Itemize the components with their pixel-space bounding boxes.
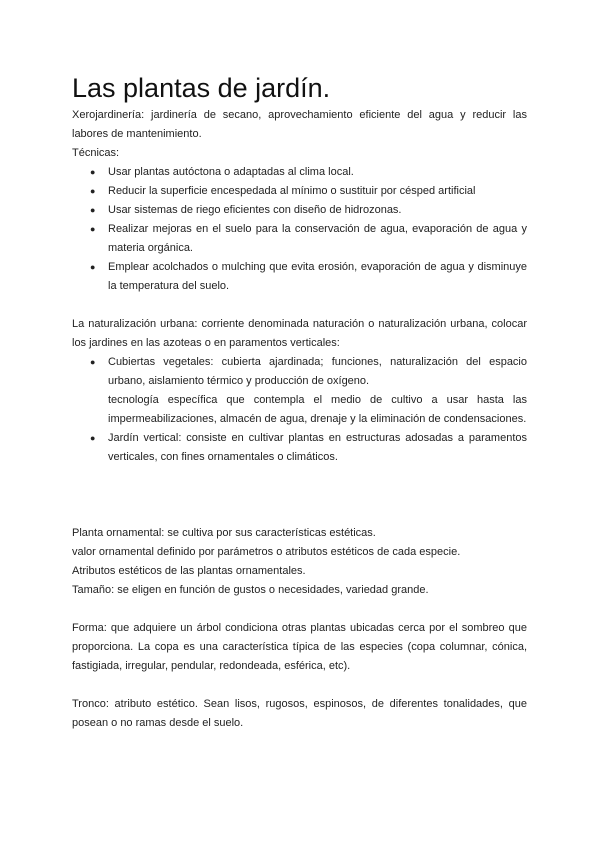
list-item — [72, 353, 527, 391]
bullet-icon: ● — [90, 433, 96, 443]
bullet-icon: ● — [90, 205, 96, 215]
bullet-icon: ● — [90, 186, 96, 196]
bullet-icon: ● — [90, 262, 96, 272]
spacer — [72, 600, 527, 619]
list-item — [72, 182, 527, 201]
bullet-icon: ● — [90, 224, 96, 234]
list-item-text: Reducir la superficie encespedada al mínimo o sustituir por césped artificial — [108, 185, 476, 197]
list-item-text: Cubiertas vegetales: cubierta ajardinada; funciones, naturalización del espacio urbano, aislamiento térmico y producción de oxígeno. — [108, 356, 527, 387]
list-item — [72, 220, 527, 258]
spacer — [72, 296, 527, 315]
forma-paragraph: Forma: que adquiere un árbol condiciona otras plantas ubicadas cerca por el sombreo que proporciona. La copa es una característica típica de las especies (copa columnar, cónica, fastigiada, irregular, pendular, redondeada, esférica, etc). — [72, 622, 527, 672]
ornamental-line: valor ornamental definido por parámetros o atributos estéticos de cada especie. — [72, 546, 461, 558]
naturalizacion-paragraph: La naturalización urbana: corriente denominada naturación o naturalización urbana, colocar los jardines en las azoteas o en paramentos verticales: — [72, 318, 527, 349]
xerojardineria-paragraph: Xerojardinería: jardinería de secano, aprovechamiento eficiente del agua y reducir las labores de mantenimiento. — [72, 109, 527, 140]
naturalizacion-list-2 — [72, 429, 527, 467]
page-title: Las plantas de jardín. — [72, 73, 331, 103]
spacer — [72, 467, 527, 524]
list-item — [72, 163, 527, 182]
list-item — [72, 201, 527, 220]
list-item-text: Jardín vertical: consiste en cultivar plantas en estructuras adosadas a paramentos verticales, con fines ornamentales o climáticos. — [108, 432, 527, 463]
list-item-continuation: tecnología específica que contempla el medio de cultivo a usar hasta las impermeabilizaciones, almacén de agua, drenaje y la eliminación de condensaciones. — [108, 394, 527, 425]
ornamental-line: Tamaño: se eligen en función de gustos o necesidades, variedad grande. — [72, 584, 429, 596]
ornamental-line: Planta ornamental: se cultiva por sus características estéticas. — [72, 527, 376, 539]
list-item — [72, 429, 527, 467]
list-item-text: Usar sistemas de riego eficientes con diseño de hidrozonas. — [108, 204, 402, 216]
naturalizacion-list — [72, 353, 527, 391]
list-item-text: Realizar mejoras en el suelo para la conservación de agua, evaporación de agua y materia orgánica. — [108, 223, 527, 254]
spacer — [72, 676, 527, 695]
document-body — [72, 106, 527, 733]
list-item-text: Usar plantas autóctona o adaptadas al clima local. — [108, 166, 354, 178]
ornamental-line: Atributos estéticos de las plantas ornamentales. — [72, 565, 306, 577]
list-item — [72, 258, 527, 296]
tecnicas-list — [72, 163, 527, 296]
tecnicas-label: Técnicas: — [72, 147, 120, 159]
list-item-text: Emplear acolchados o mulching que evita erosión, evaporación de agua y disminuye la temperatura del suelo. — [108, 261, 527, 292]
bullet-icon: ● — [90, 167, 96, 177]
bullet-icon: ● — [90, 357, 96, 367]
tronco-paragraph: Tronco: atributo estético. Sean lisos, rugosos, espinosos, de diferentes tonalidades, que posean o no ramas desde el suelo. — [72, 698, 527, 729]
